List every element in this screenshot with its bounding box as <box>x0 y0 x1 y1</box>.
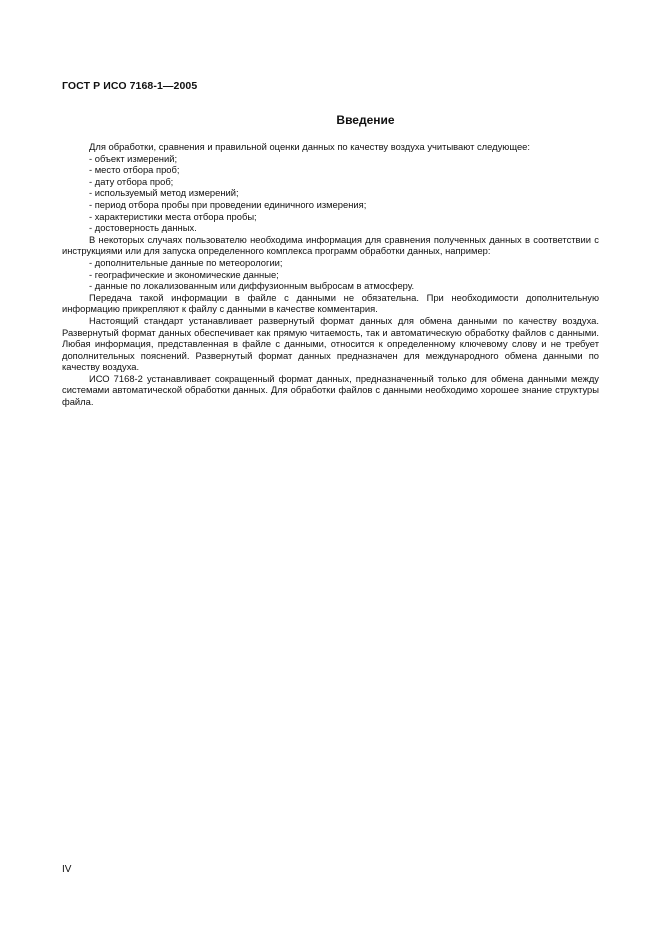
section-body <box>62 141 599 408</box>
page-number: IV <box>62 864 72 875</box>
paragraph: Передача такой информации в файле с данными не обязательна. При необходимости дополнительную информацию прикрепляют к файлу с данными в качестве комментария. <box>62 291 599 315</box>
paragraph: ИСО 7168-2 устанавливает сокращенный формат данных, предназначенный только для обмена данными между системами автоматической обработки данных. Для обработки файлов с данными необходимо хорошее знание структуры файла. <box>62 372 599 408</box>
paragraph: Настоящий стандарт устанавливает развернутый формат данных для обмена данными по качеству воздуха. Развернутый формат данных обеспечивает как прямую читаемость, так и автоматическую обработку файлов с данными. Любая информация, представленная в файле с данными, относится к определенному ключевому слову и не требует дополнительных пояснений. Развернутый формат данных предназначен для международного обмена данными по качеству воздуха. <box>62 314 599 373</box>
section-title: Введение <box>336 113 395 127</box>
list-item: - объект измерений; <box>89 152 178 164</box>
list-item: - данные по локализованным или диффузионным выбросам в атмосферу. <box>89 280 415 292</box>
list-item: - дату отбора проб; <box>89 175 174 187</box>
list-item: - период отбора пробы при проведении единичного измерения; <box>89 198 367 210</box>
list-item: - характеристики места отбора пробы; <box>89 210 257 222</box>
list-item: - географические и экономические данные; <box>89 268 279 280</box>
list-item: - используемый метод измерений; <box>89 187 239 199</box>
list-item: - место отбора проб; <box>89 164 180 176</box>
list-item: - достоверность данных. <box>89 222 197 234</box>
list-item: - дополнительные данные по метеорологии; <box>89 256 283 268</box>
paragraph: В некоторых случаях пользователю необходима информация для сравнения полученных данных в соответствии с инструкциями или для запуска определенного комплекса программ обработки данных, например: <box>62 233 599 257</box>
document-id-header: ГОСТ Р ИСО 7168-1—2005 <box>62 80 198 92</box>
intro-paragraph: Для обработки, сравнения и правильной оценки данных по качеству воздуха учитывают следующее: <box>89 141 530 152</box>
